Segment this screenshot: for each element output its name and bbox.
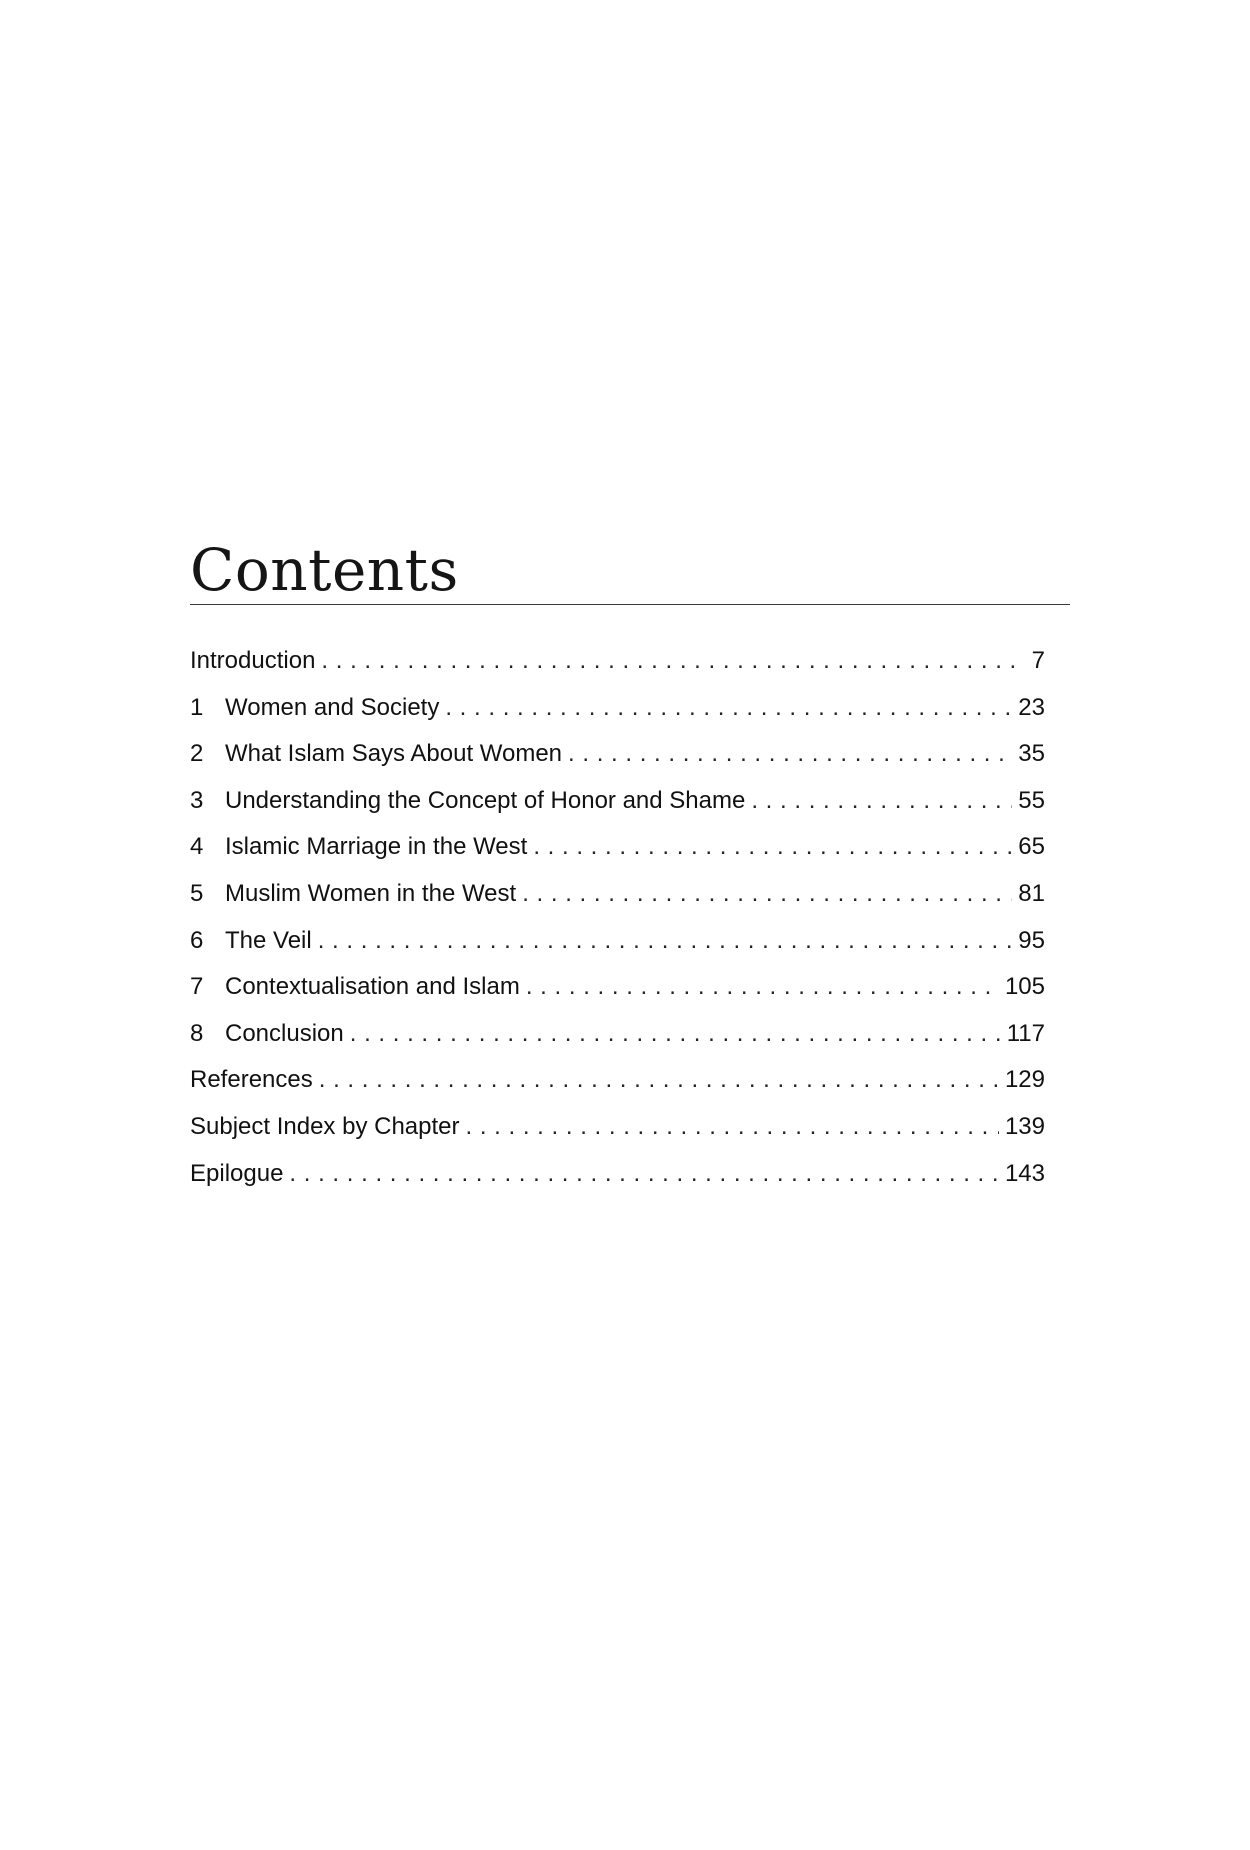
toc-entry-page: 81 [1018, 879, 1045, 907]
toc-entry-label: What Islam Says About Women [225, 740, 563, 768]
toc-entry-references[interactable] [190, 1066, 1045, 1113]
toc-entry-page: 117 [1006, 1019, 1045, 1047]
toc-entry-page: 105 [1004, 973, 1045, 1001]
toc-entry-label: Epilogue [190, 1159, 284, 1187]
toc-entry-chapter-2[interactable] [190, 740, 1045, 787]
toc-entry-label: Conclusion [225, 1019, 344, 1047]
toc-entry-page: 23 [1018, 693, 1045, 721]
toc-entry-chapter-3[interactable] [190, 787, 1045, 834]
chapter-number: 8 [190, 1019, 204, 1047]
dot-leader [751, 787, 1012, 815]
toc-entry-page: 65 [1018, 833, 1045, 861]
toc-entry-page: 35 [1018, 740, 1045, 768]
toc-entry-chapter-8[interactable] [190, 1020, 1045, 1067]
chapter-number: 6 [190, 926, 204, 954]
toc-entry-page: 95 [1018, 926, 1045, 954]
chapter-number: 2 [190, 740, 204, 768]
chapter-number: 7 [190, 973, 204, 1001]
toc-entry-label: Subject Index by Chapter [190, 1112, 460, 1140]
toc-entry-page: 139 [1004, 1112, 1045, 1140]
dot-leader [466, 1113, 999, 1141]
dot-leader [445, 694, 1012, 722]
toc-entry-page: 143 [1004, 1159, 1045, 1187]
dot-leader [533, 833, 1012, 861]
chapter-number: 4 [190, 833, 204, 861]
toc-entry-label: Muslim Women in the West [225, 879, 517, 907]
toc-entry-label: References [190, 1066, 313, 1094]
toc-entry-label: The Veil [225, 926, 312, 954]
toc-entry-chapter-1[interactable] [190, 694, 1045, 741]
toc-entry-chapter-6[interactable] [190, 927, 1045, 974]
chapter-number: 1 [190, 693, 204, 721]
toc-entry-label: Women and Society [225, 693, 440, 721]
toc-entry-introduction[interactable] [190, 647, 1045, 694]
toc-entry-chapter-5[interactable] [190, 880, 1045, 927]
title-divider [190, 604, 1070, 605]
dot-leader [319, 1066, 999, 1094]
dot-leader [568, 740, 1012, 768]
dot-leader [321, 647, 1025, 675]
table-of-contents [190, 538, 1070, 1206]
toc-entry-chapter-7[interactable] [190, 973, 1045, 1020]
dot-leader [526, 973, 999, 1001]
toc-entry-page: 129 [1004, 1066, 1045, 1094]
page-title: Contents [190, 536, 459, 604]
toc-entry-label: Introduction [190, 647, 316, 674]
dot-leader [522, 880, 1012, 908]
toc-entry-subject-index[interactable] [190, 1113, 1045, 1160]
toc-entry-epilogue[interactable] [190, 1160, 1045, 1207]
dot-leader [318, 927, 1013, 955]
toc-entry-page: 55 [1018, 786, 1045, 814]
toc-entry-page: 7 [1031, 647, 1045, 674]
dot-leader [350, 1020, 1001, 1048]
chapter-number: 3 [190, 786, 204, 814]
dot-leader [289, 1160, 999, 1188]
toc-entry-chapter-4[interactable] [190, 833, 1045, 880]
toc-entry-label: Understanding the Concept of Honor and Shame [225, 786, 746, 814]
chapter-number: 5 [190, 879, 204, 907]
toc-entries [190, 647, 1045, 1206]
toc-entry-label: Contextualisation and Islam [225, 973, 520, 1001]
toc-entry-label: Islamic Marriage in the West [225, 833, 528, 861]
